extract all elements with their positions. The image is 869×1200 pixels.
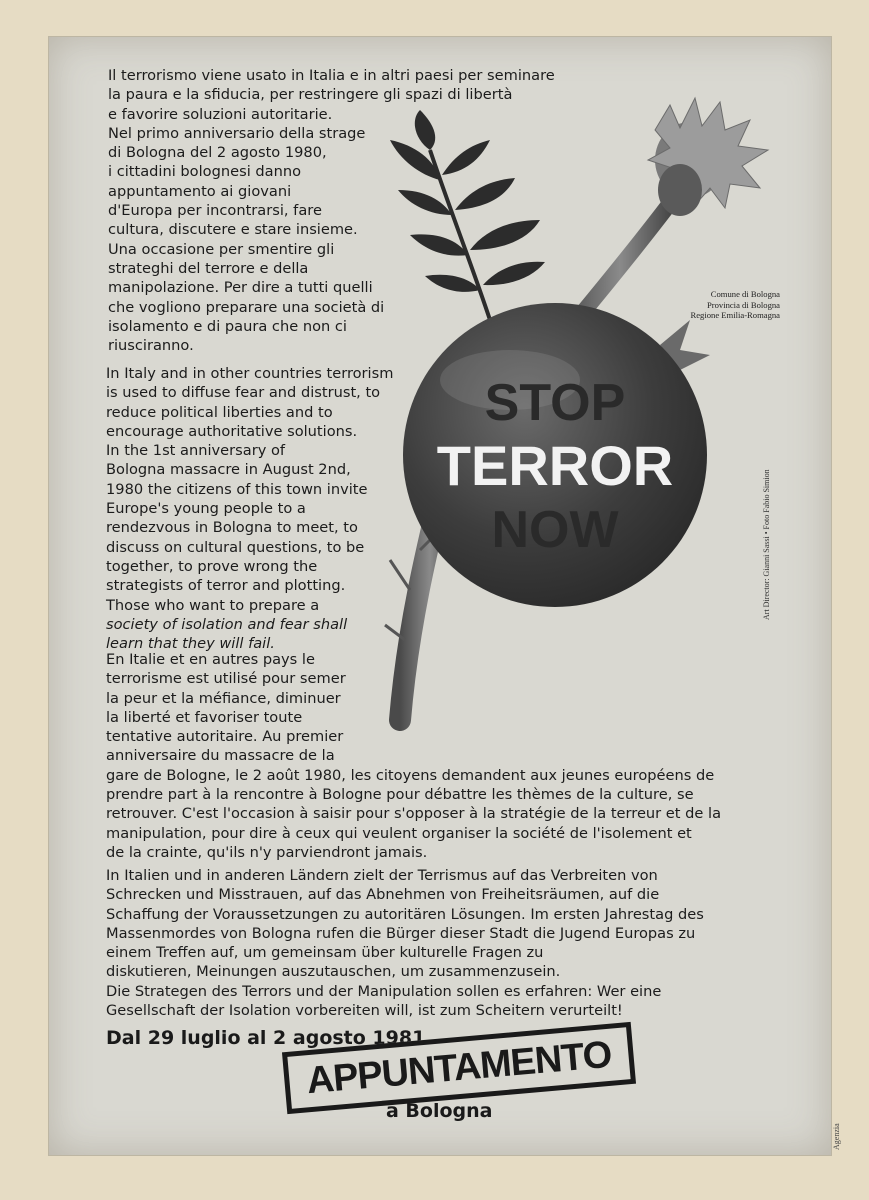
text-line: i cittadini bolognesi danno xyxy=(108,163,302,181)
text-line: Nel primo anniversario della strage xyxy=(108,124,366,142)
agency-credit: Agenzia xyxy=(832,1123,841,1150)
text-line: la liberté et favoriser toute xyxy=(106,708,303,726)
text-line: Gesellschaft der Isolation vorbereiten will, ist zum Scheitern verurteilt! xyxy=(106,1002,623,1020)
text-line: encourage authoritative solutions. xyxy=(106,422,358,440)
badge-text-terror: TERROR xyxy=(436,434,674,497)
text-line: Schaffung der Voraussetzungen zu autoritären Lösungen. Im ersten Jahrestag des xyxy=(106,905,704,923)
text-line: together, to prove wrong the xyxy=(106,557,318,575)
english-paragraph xyxy=(106,364,406,653)
badge-text-now: NOW xyxy=(491,501,619,559)
text-line: Una occasione per smentire gli xyxy=(108,240,335,258)
text-line: Europe's young people to a xyxy=(106,500,306,518)
text-line: che vogliono preparare una società di xyxy=(108,298,385,316)
text-line: En Italie et en autres pays le xyxy=(106,651,315,668)
text-line: appuntamento ai giovani xyxy=(108,182,292,200)
issuers-credit xyxy=(620,289,780,321)
italian-paragraph xyxy=(108,66,578,355)
text-line: riusciranno. xyxy=(108,337,194,355)
text-line: manipulation, pour dire à ceux qui veulent organiser la société de l'isolement et xyxy=(106,824,692,842)
german-paragraph xyxy=(106,866,786,1020)
appuntamento-title: APPUNTAMENTO xyxy=(305,1033,613,1102)
text-line: cultura, discutere e stare insieme. xyxy=(108,221,358,239)
event-place: a Bologna xyxy=(386,1100,493,1122)
text-line: manipolazione. Per dire a tutti quelli xyxy=(108,279,373,297)
text-line: Massenmordes von Bologna rufen die Bürger dieser Stadt die Jugend Europas zu xyxy=(106,924,696,942)
text-line: Bologna massacre in August 2nd, xyxy=(106,461,351,479)
text-line: rendezvous in Bologna to meet, to xyxy=(106,519,358,537)
issuer-line: Regione Emilia-Romagna xyxy=(690,310,780,320)
text-line: anniversaire du massacre de la xyxy=(106,747,335,765)
issuer-line: Comune di Bologna xyxy=(710,289,780,299)
text-line: strategists of terror and plotting. xyxy=(106,577,346,595)
text-line: Those who want to prepare a xyxy=(106,596,320,614)
text-line: Die Strategen des Terrors und der Manipulation sollen es erfahren: Wer eine xyxy=(106,982,662,1000)
marigold-flower-icon xyxy=(648,98,768,216)
text-line: d'Europa per incontrarsi, fare xyxy=(108,202,322,220)
text-line: Il terrorismo viene usato in Italia e in altri paesi per seminare xyxy=(108,67,555,84)
text-line: isolamento e di paura che non ci xyxy=(108,317,347,335)
text-line: reduce political liberties and to xyxy=(106,403,333,421)
text-line: discuss on cultural questions, to be xyxy=(106,538,365,556)
text-line: 1980 the citizens of this town invite xyxy=(106,480,368,498)
text-line: tentative autoritaire. Au premier xyxy=(106,728,344,746)
text-line: In the 1st anniversary of xyxy=(106,442,286,460)
text-line: la peur et la méfiance, diminuer xyxy=(106,689,341,707)
text-line: terrorisme est utilisé pour semer xyxy=(106,670,346,688)
text-line: society of isolation and fear shall xyxy=(106,615,348,633)
text-line: is used to diffuse fear and distrust, to xyxy=(106,384,381,402)
text-line: de la crainte, qu'ils n'y parviendront jamais. xyxy=(106,843,428,861)
text-line: prendre part à la rencontre à Bologne pour débattre les thèmes de la culture, se xyxy=(106,786,694,804)
text-line: In Italien und in anderen Ländern zielt der Terrismus auf das Verbreiten von xyxy=(106,867,658,884)
text-line: la paura e la sfiducia, per restringere gli spazi di libertà xyxy=(108,86,513,104)
french-paragraph xyxy=(106,650,786,862)
text-line: e favorire soluzioni autoritarie. xyxy=(108,105,333,123)
badge-text-stop: STOP xyxy=(484,374,626,432)
event-dates: Dal 29 luglio al 2 agosto 1981 xyxy=(106,1027,426,1049)
text-line: In Italy and in other countries terrorism xyxy=(106,365,394,382)
text-line: retrouver. C'est l'occasion à saisir pour s'opposer à la stratégie de la terreur et de la xyxy=(106,805,722,823)
issuer-line: Provincia di Bologna xyxy=(706,299,780,310)
text-line: einem Treffen auf, um gemeinsam über kulturelle Fragen zu xyxy=(106,944,544,962)
photo-credit: Art Director: Gianni Sassi • Foto Fabio Simion xyxy=(762,469,771,620)
text-line: diskutieren, Meinungen auszutauschen, um zusammenzusein. xyxy=(106,963,561,981)
text-line: di Bologna del 2 agosto 1980, xyxy=(108,144,327,162)
text-line: Schrecken und Misstrauen, auf das Abnehmen von Freiheitsräumen, auf die xyxy=(106,886,660,904)
text-line: learn that they will fail. xyxy=(106,635,275,653)
text-line: strateghi del terrore e della xyxy=(108,259,309,277)
text-line: gare de Bologne, le 2 août 1980, les citoyens demandent aux jeunes européens de xyxy=(106,766,715,784)
